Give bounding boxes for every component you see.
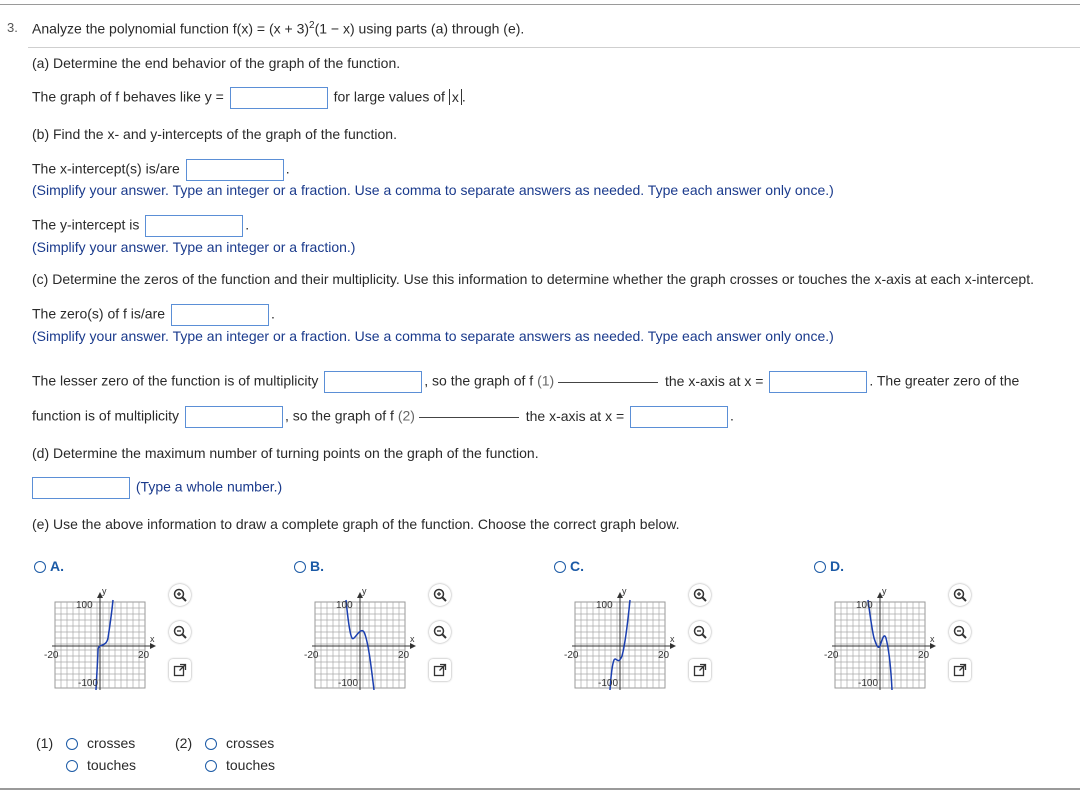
option-a-graph (34, 580, 174, 690)
part-a-heading: (a) Determine the end behavior of the graph of the function. (32, 55, 401, 71)
zeros-input[interactable] (171, 304, 269, 326)
choice-1-crosses-radio[interactable] (66, 738, 78, 750)
option-c-radio[interactable] (554, 561, 566, 573)
option-b-radio[interactable] (294, 561, 306, 573)
part-b-heading: (b) Find the x- and y-intercepts of the graph of the function. (32, 126, 397, 142)
y-min-label: -100 (598, 678, 619, 689)
y-min-label: -100 (338, 678, 359, 689)
x-max-label: 20 (918, 650, 930, 661)
zoom-in-icon[interactable] (169, 584, 191, 606)
top-border (0, 4, 1080, 5)
open-new-window-icon[interactable] (689, 659, 711, 681)
zoom-in-icon[interactable] (429, 584, 451, 606)
choice-1-crosses[interactable]: crosses (66, 735, 135, 751)
crosses-touches-blank-1[interactable] (558, 381, 658, 383)
x-min-label: -20 (304, 650, 319, 661)
option-c-label[interactable]: C. (554, 558, 584, 574)
zoom-out-icon[interactable] (169, 621, 191, 643)
crosses-touches-blank-2[interactable] (419, 416, 519, 418)
zoom-out-icon[interactable] (429, 621, 451, 643)
question-number: 3. (7, 20, 18, 35)
y-axis-label: y (102, 586, 107, 596)
choice-group-1-marker: (1) (36, 735, 54, 751)
zoom-in-icon[interactable] (949, 584, 971, 606)
x-min-label: -20 (824, 650, 839, 661)
x-min-label: -20 (44, 650, 59, 661)
option-d-graph (814, 580, 954, 690)
greater-zero-row: function is of multiplicity , so the graph of f (2) the x-axis at x = . (32, 406, 734, 428)
y-max-label: 100 (76, 600, 93, 611)
greater-multiplicity-input[interactable] (185, 406, 283, 428)
x-intercept-hint: (Simplify your answer. Type an integer or a fraction. Use a comma to separate answers as needed. Type each answer only once.) (32, 182, 834, 198)
part-c-heading: (c) Determine the zeros of the function and their multiplicity. Use this information to determine whether the graph crosses or touches the x-axis at each x-intercept. (32, 271, 1034, 287)
title-divider (28, 47, 1080, 48)
x-intercept-input[interactable] (186, 159, 284, 181)
part-a-answer-row: The graph of f behaves like y = for large values of x . (32, 87, 466, 109)
option-d[interactable] (814, 558, 1054, 688)
choice-2-touches[interactable]: touches (205, 757, 275, 773)
greater-zero-x-input[interactable] (630, 406, 728, 428)
x-max-label: 20 (138, 650, 150, 661)
choice-group-2-marker: (2) (175, 735, 193, 751)
x-max-label: 20 (398, 650, 410, 661)
dropdown-marker-2: (2) (397, 407, 415, 424)
y-max-label: 100 (596, 600, 613, 611)
y-axis-label: y (882, 586, 887, 596)
zeros-row: The zero(s) of f is/are . (32, 304, 275, 326)
x-min-label: -20 (564, 650, 579, 661)
y-intercept-row: The y-intercept is . (32, 215, 249, 237)
choice-2-crosses-radio[interactable] (205, 738, 217, 750)
option-b-label[interactable]: B. (294, 558, 324, 574)
option-a-radio[interactable] (34, 561, 46, 573)
option-b-graph (294, 580, 434, 690)
turning-points-input[interactable] (32, 477, 130, 499)
option-d-label[interactable]: D. (814, 558, 844, 574)
choice-1-touches[interactable]: touches (66, 757, 136, 773)
y-axis-label: y (362, 586, 367, 596)
option-a-curve (96, 600, 113, 690)
x-axis-label: x (670, 634, 675, 644)
open-new-window-icon[interactable] (949, 659, 971, 681)
y-intercept-input[interactable] (145, 215, 243, 237)
dropdown-marker-1: (1) (537, 372, 555, 389)
lesser-multiplicity-input[interactable] (324, 371, 422, 393)
option-c-graph (554, 580, 694, 690)
y-axis-label: y (622, 586, 627, 596)
part-d-heading: (d) Determine the maximum number of turning points on the graph of the function. (32, 445, 539, 461)
y-min-label: -100 (858, 678, 879, 689)
part-e-heading: (e) Use the above information to draw a complete graph of the function. Choose the correct graph below. (32, 516, 680, 532)
x-axis-label: x (150, 634, 155, 644)
choice-1-touches-radio[interactable] (66, 760, 78, 772)
zoom-in-icon[interactable] (689, 584, 711, 606)
option-b[interactable] (294, 558, 534, 688)
option-a-label[interactable]: A. (34, 558, 64, 574)
lesser-zero-row: The lesser zero of the function is of multiplicity , so the graph of f (1) the x-axis at x = . The greater zero of the (32, 371, 1019, 393)
y-min-label: -100 (78, 678, 99, 689)
y-max-label: 100 (336, 600, 353, 611)
option-d-radio[interactable] (814, 561, 826, 573)
option-a[interactable] (34, 558, 274, 688)
turning-points-row: (Type a whole number.) (30, 477, 282, 499)
x-axis-label: x (410, 634, 415, 644)
open-new-window-icon[interactable] (429, 659, 451, 681)
zoom-out-icon[interactable] (949, 621, 971, 643)
x-axis-label: x (930, 634, 935, 644)
option-c[interactable] (554, 558, 794, 688)
y-max-label: 100 (856, 600, 873, 611)
bottom-border (0, 788, 1080, 790)
x-max-label: 20 (658, 650, 670, 661)
end-behavior-input[interactable] (230, 87, 328, 109)
abs-x: x (449, 89, 462, 105)
lesser-zero-x-input[interactable] (769, 371, 867, 393)
open-new-window-icon[interactable] (169, 659, 191, 681)
zeros-hint: (Simplify your answer. Type an integer or a fraction. Use a comma to separate answers as needed. Type each answer only once.) (32, 328, 834, 344)
question-title: Analyze the polynomial function $f(x) = (x + 3)^2(1 - x)$ using parts (a) through (e). (32, 20, 525, 37)
zoom-out-icon[interactable] (689, 621, 711, 643)
x-intercept-row: The x-intercept(s) is/are . (32, 159, 290, 181)
choice-2-touches-radio[interactable] (205, 760, 217, 772)
y-intercept-hint: (Simplify your answer. Type an integer or a fraction.) (32, 239, 356, 255)
choice-2-crosses[interactable]: crosses (205, 735, 274, 751)
